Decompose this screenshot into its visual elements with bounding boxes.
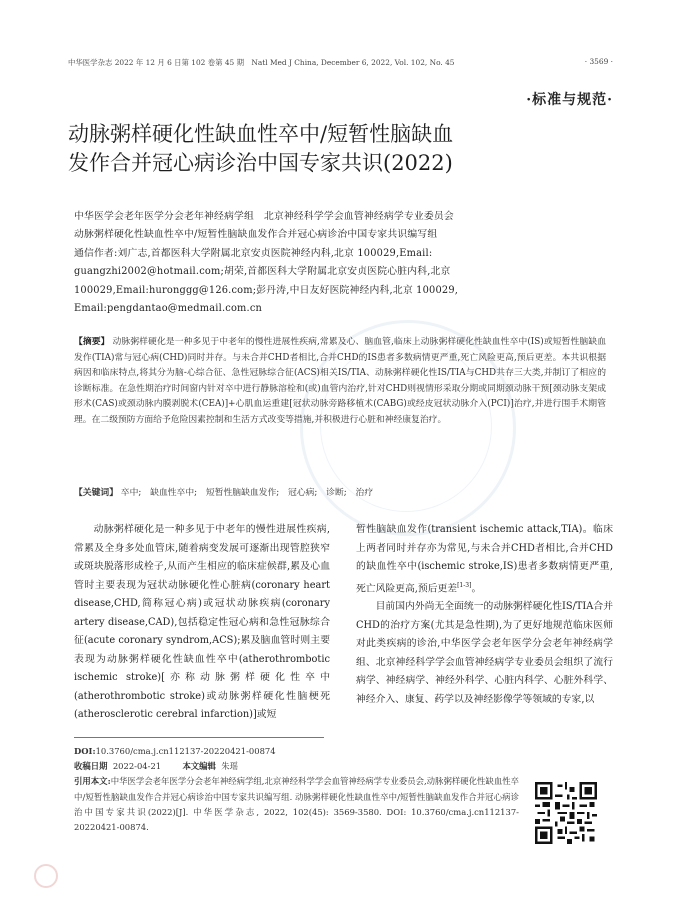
qr-code-icon[interactable] [535,782,597,844]
doi-line [74,744,519,759]
cite-text: 中华医学会老年医学分会老年神经病学组,北京神经科学学会血管神经病学专业委员会,动脉粥样硬化性缺血性卒中/短暂性脑缺血发作合并冠心病诊治中国专家共识编写组. 动脉粥样硬化性缺血性卒中/短暂性脑缺血发作合并冠心病诊治中国专家共识(2022)[J]. 中华医学杂志, 2022, 102(45): 3569-3580. DOI: 10.3760/cma.j.cn112137-20220421-00874. [74,776,519,833]
body-column-left [74,521,330,725]
received-line [74,759,519,774]
cite-label: 引用本文: [74,776,111,787]
body-paragraph [356,521,613,598]
body-text: 。 [471,582,482,594]
author-line: guangzhi2002@hotmail.com;胡荣,首都医科大学附属北京安贞医院心脏内科,北京 [74,266,451,278]
abstract-text: 动脉粥样硬化是一种多见于中老年的慢性进展性疾病,常累及心、脑血管,临床上动脉粥样硬化性缺血性卒中(IS)或短暂性脑缺血发作(TIA)常与冠心病(CHD)同时并存。与未合并CHD者相比,合并CHD的IS患者多数病情更严重,死亡风险更高,预后更差。本共识根据病因和临床特点,将其分为脑-心综合征、急性冠脉综合征(ACS)相关IS/TIA、动脉粥样硬化性IS/TIA与CHD共存三大类,并制订了相应的诊断标准。在急性期治疗时间窗内针对卒中进行静脉溶栓和(或)血管内治疗,针对CHD则视情形采取分期或同期颈动脉干预[颈动脉支架成形术(CAS)或颈动脉内膜剥脱术(CEA)]+心肌血运重建[冠状动脉旁路移植术(CABG)或经皮冠状动脉介入(PCI)]治疗,并进行围手术期管理。在二级预防方面给予危险因素控制和生活方式改变等措施,并积极进行心脏和神经康复治疗。 [74,337,606,425]
author-line: 中华医学会老年医学分会老年神经病学组 北京神经科学学会血管神经病学专业委员会 [74,211,454,222]
footnote [74,744,519,835]
doi-value[interactable]: 10.3760/cma.j.cn112137-20220421-00874 [95,746,276,756]
editor-name: 朱瑶 [221,761,239,772]
body-text: 暂性脑缺血发作(transient ischemic attack,TIA)。临床上两者同时并存亦为常见,与未合并CHD者相比,合并CHD的缺血性卒中(ischemic stroke,IS)患者多数病情更严重,死亡风险更高,预后更差 [356,524,613,594]
author-line: 100029,Email:huronggg@126.com;彭丹涛,中日友好医院神经内科,北京 100029, [74,284,459,296]
header-citation: 中华医学杂志 2022 年 12 月 6 日第 102 卷第 45 期 Natl Med J China, December 6, 2022, Vol. 102, No. 45 [68,58,455,67]
keywords-label: 【关键词】 [74,488,118,498]
keywords [74,485,606,498]
body-paragraph: 动脉粥样硬化是一种多见于中老年的慢性进展性疾病,常累及全身多处血管床,随着病变发展可逐渐出现管腔狭窄或斑块脱落形成栓子,从而产生相应的临床症候群,累及心血管时主要表现为冠状动脉硬化性心脏病(coronary heart disease,CHD,简称冠心病)或冠状动脉疾病(coronary artery disease,CAD),包括稳定性冠心病和急性冠脉综合征(acute coronary syndrom,ACS);累及脑血管时则主要表现为动脉粥样硬化性缺血性卒中(atherothrombotic ischemic stroke)[亦称动脉粥样硬化性卒中(atherothrombotic stroke)或动脉粥样硬化性脑梗死(atherosclerotic cerebral infarction)]或短 [74,524,330,720]
footnote-divider [74,737,324,738]
body-paragraph: 目前国内外尚无全面统一的动脉粥样硬化性IS/TIA合并CHD的治疗方案(尤其是急性期),为了更好地规范临床医师对此类疾病的诊治,中华医学会老年医学分会老年神经病学组、北京神经科学学会血管神经病学专业委员会组织了流行病学、神经病学、神经外科学、心脏内科学、心脏外科学、神经介入、康复、药学以及神经影像学等领域的专家,以 [356,601,613,705]
title-line-1: 动脉粥样硬化性缺血性卒中/短暂性脑缺血 [68,122,454,146]
title-line-2: 发作合并冠心病诊治中国专家共识(2022) [68,151,453,175]
author-line: Email:pengdantao@medmail.com.cn [74,303,263,315]
received-date: 2022-04-21 [112,761,162,772]
editor-label: 本文编辑 [182,761,216,772]
doi-label: DOI: [74,746,96,756]
abstract [74,335,606,429]
journal-seal-icon [34,864,58,888]
article-title [68,120,613,178]
reference-marker[interactable]: [1-3] [457,581,472,589]
keywords-text: 卒中; 缺血性卒中; 短暂性脑缺血发作; 冠心病; 诊断; 治疗 [120,488,374,498]
column-tag: ·标准与规范· [526,92,613,108]
running-header [68,57,613,68]
author-block [74,208,606,318]
received-label: 收稿日期 [74,761,108,772]
page-number: · 3569 · [584,57,613,66]
body-column-right [356,521,613,709]
citation [74,774,519,835]
author-line: 通信作者:刘广志,首都医科大学附属北京安贞医院神经内科,北京 100029,Email: [74,247,433,259]
abstract-label: 【摘要】 [74,337,110,347]
author-line: 动脉粥样硬化性缺血性卒中/短暂性脑缺血发作合并冠心病诊治中国专家共识编写组 [74,229,438,241]
